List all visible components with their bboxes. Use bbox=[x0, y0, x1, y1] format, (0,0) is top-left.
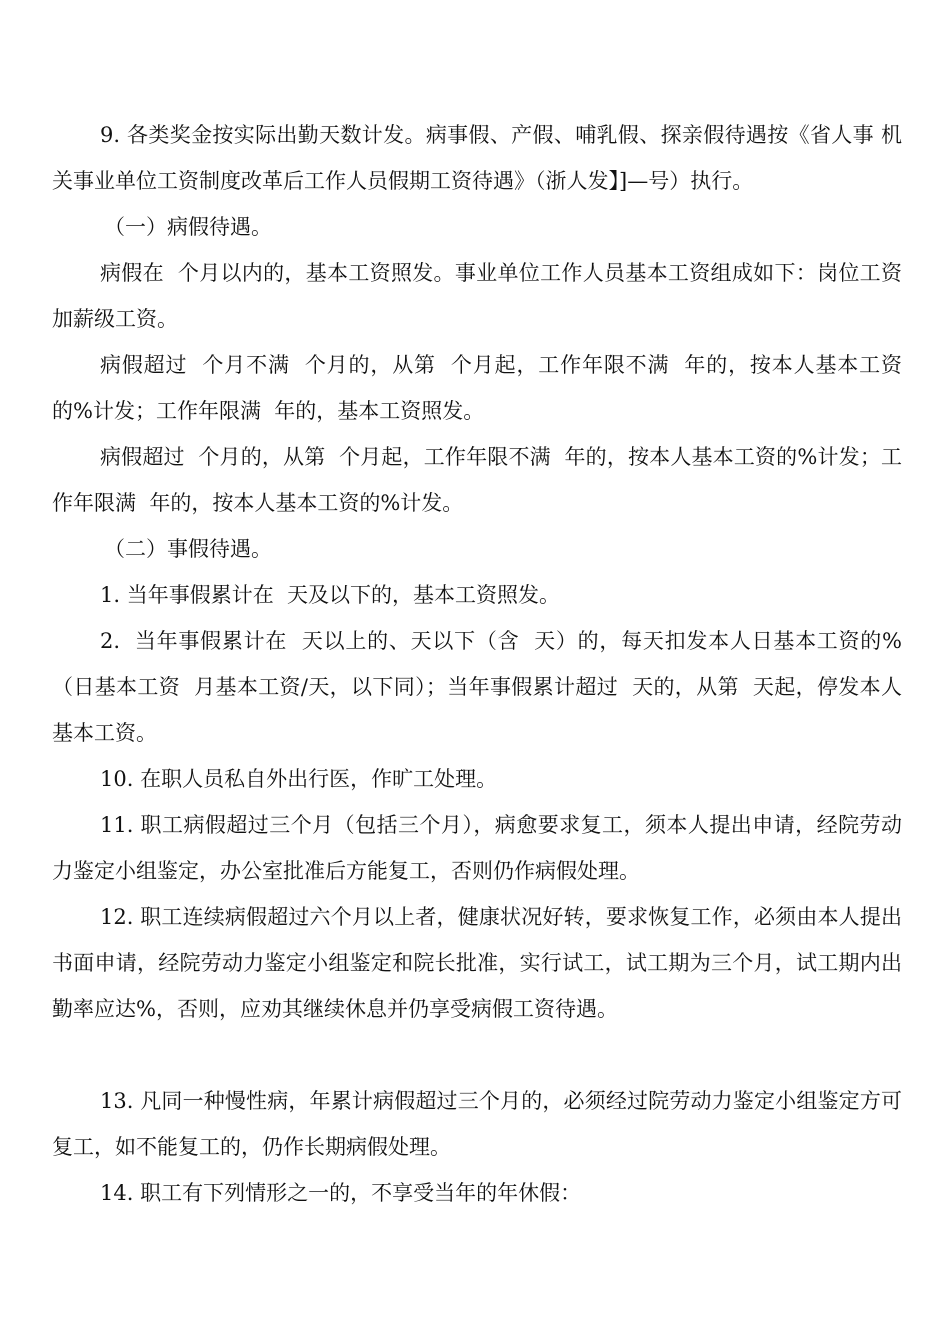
paragraph-item-10: 10. 在职人员私自外出行医，作旷工处理。 bbox=[100, 767, 498, 791]
paragraph-item-11: 11. 职工病假超过三个月（包括三个月），病愈要求复工，须本人提出申请，经院劳动力鉴定小组鉴定，办公室批准后方能复工，否则仍作病假处理。 bbox=[52, 813, 902, 883]
paragraph-sick-leave-within: 病假在 个月以内的，基本工资照发。事业单位工作人员基本工资组成如下：岗位工资加薪级工资。 bbox=[52, 261, 902, 331]
paragraph-item-14: 14. 职工有下列情形之一的，不享受当年的年休假： bbox=[100, 1181, 582, 1205]
paragraph-item-13: 13. 凡同一种慢性病，年累计病假超过三个月的，必须经过院劳动力鉴定小组鉴定方可复工，如不能复工的，仍作长期病假处理。 bbox=[52, 1089, 902, 1159]
section-heading-sick-leave: （一）病假待遇。 bbox=[104, 215, 272, 239]
document-page bbox=[52, 112, 902, 1216]
paragraph-sick-leave-over-long: 病假超过 个月的，从第 个月起，工作年限不满 年的，按本人基本工资的%计发；工作年限满 年的，按本人基本工资的%计发。 bbox=[52, 445, 902, 515]
paragraph-personal-leave-2: 2. 当年事假累计在 天以上的、天以下（含 天）的，每天扣发本人日基本工资的%（日基本工资 月基本工资/天，以下同）；当年事假累计超过 天的，从第 天起，停发本人基本工资。 bbox=[52, 629, 902, 745]
paragraph-personal-leave-1: 1. 当年事假累计在 天及以下的，基本工资照发。 bbox=[100, 583, 561, 607]
paragraph-item-9-bonus: 9. 各类奖金按实际出勤天数计发。病事假、产假、哺乳假、探亲假待遇按《省人事 机关事业单位工资制度改革后工作人员假期工资待遇》（浙人发】]—号）执行。 bbox=[52, 123, 902, 193]
paragraph-sick-leave-over-short: 病假超过 个月不满 个月的，从第 个月起，工作年限不满 年的，按本人基本工资的%计发；工作年限满 年的，基本工资照发。 bbox=[52, 353, 902, 423]
section-heading-personal-leave: （二）事假待遇。 bbox=[104, 537, 272, 561]
paragraph-item-12: 12. 职工连续病假超过六个月以上者，健康状况好转，要求恢复工作，必须由本人提出书面申请，经院劳动力鉴定小组鉴定和院长批准，实行试工，试工期为三个月，试工期内出勤率应达%，否则，应劝其继续休息并仍享受病假工资待遇。 bbox=[52, 905, 902, 1021]
